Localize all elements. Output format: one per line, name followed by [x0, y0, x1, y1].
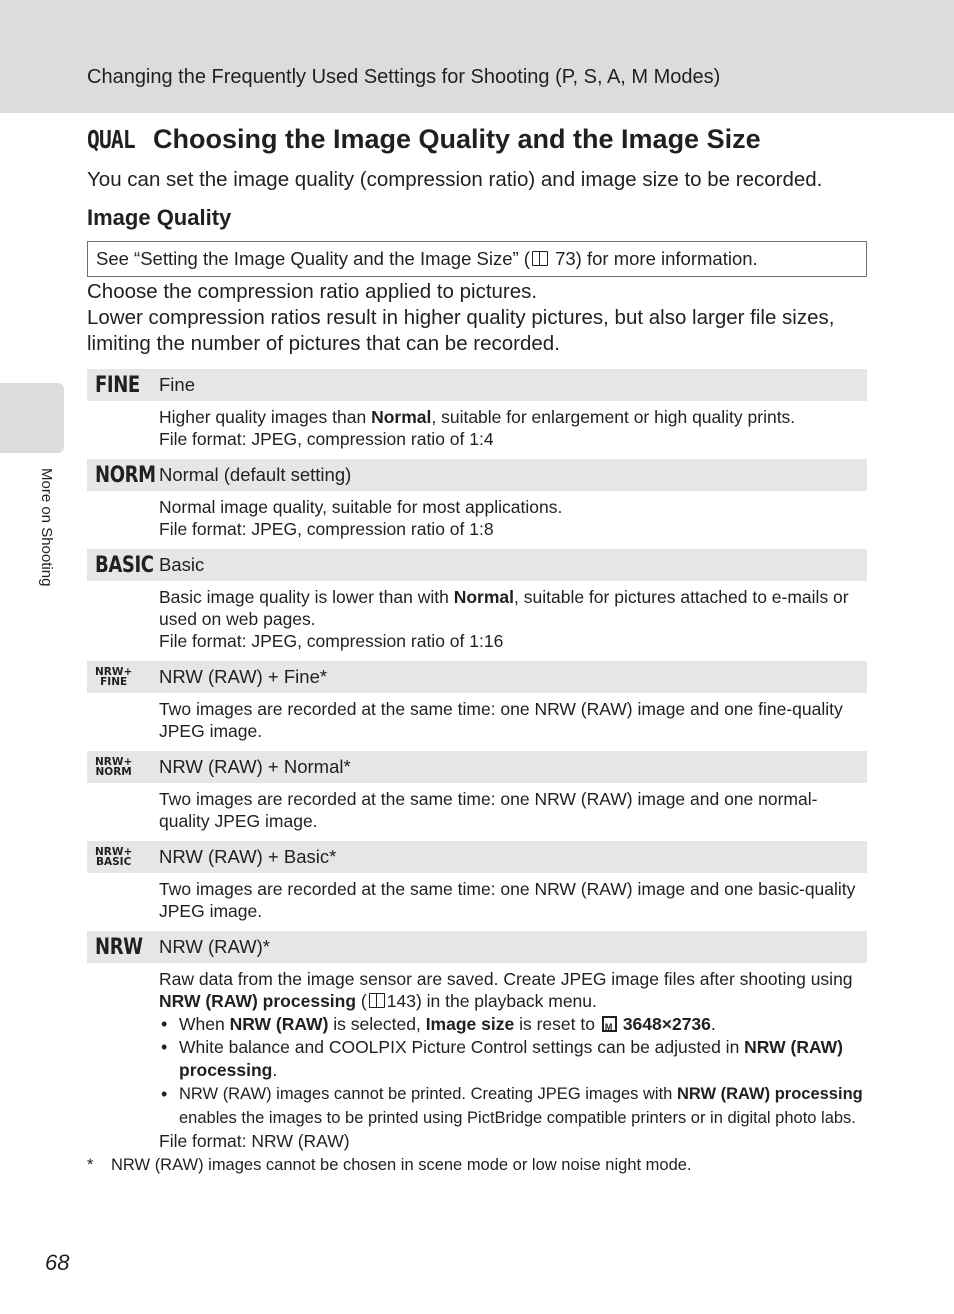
option-desc: Two images are recorded at the same time: one NRW (RAW) image and one normal-quality JPEG image. — [159, 789, 818, 831]
bullet-text: . — [272, 1060, 278, 1080]
bullet-text: NRW (RAW) images cannot be printed. Creating JPEG images with — [179, 1085, 677, 1103]
side-tab — [0, 383, 64, 453]
list-item — [159, 1082, 867, 1130]
icon-top-text: NRW+ — [95, 666, 133, 678]
nrw-norm-icon — [95, 751, 132, 783]
option-fine-header — [87, 369, 867, 401]
note-suffix: 73) for more information. — [549, 248, 758, 269]
footnote — [87, 1156, 692, 1175]
nrw-icon: NRW — [95, 934, 143, 960]
image-size-icon — [602, 1016, 617, 1032]
description-line-1: Choose the compression ratio applied to pictures. — [87, 280, 538, 303]
book-icon — [369, 993, 385, 1008]
option-raw-basic-body — [87, 873, 867, 931]
section-title-text: Choosing the Image Quality and the Image Size — [153, 124, 761, 154]
option-desc — [159, 968, 867, 1012]
desc-text: , suitable for pictures attached to e-mails or used on web pages. — [159, 587, 849, 629]
fine-icon: FINE — [95, 372, 140, 398]
header-band — [0, 0, 954, 113]
option-desc: Normal image quality, suitable for most applications. — [159, 497, 563, 517]
bullet-text: White balance and COOLPIX Picture Control settings can be adjusted in — [179, 1037, 745, 1057]
desc-text: , suitable for enlargement or high quality prints. — [431, 407, 796, 427]
basic-icon: BASIC — [95, 552, 154, 578]
option-format: File format: NRW (RAW) — [159, 1131, 350, 1151]
intro-text: You can set the image quality (compression ratio) and image size to be recorded. — [87, 168, 823, 191]
desc-bold: NRW (RAW) processing — [159, 991, 357, 1011]
option-raw-fine-body — [87, 693, 867, 751]
option-desc: Two images are recorded at the same time: one NRW (RAW) image and one basic-quality JPEG image. — [159, 879, 856, 921]
bullet-bold: Image size — [425, 1014, 515, 1034]
norm-icon: NORM — [95, 462, 156, 488]
option-format: File format: JPEG, compression ratio of 1:8 — [159, 519, 494, 539]
subsection-title: Image Quality — [87, 205, 232, 230]
qual-icon: QUAL — [87, 125, 135, 154]
side-tab-label: More on Shooting — [38, 468, 55, 587]
icon-top-text: NRW+ — [95, 846, 133, 858]
desc-text: ( — [356, 991, 367, 1011]
quality-options-table — [87, 369, 867, 1161]
desc-text: 143) in the playback menu. — [386, 991, 597, 1011]
book-icon — [532, 251, 548, 266]
bullet-bold: NRW (RAW) — [229, 1014, 329, 1034]
option-raw-normal-header — [87, 751, 867, 783]
option-label: Basic — [159, 554, 205, 575]
icon-top-text: NRW+ — [95, 756, 133, 768]
option-raw-basic-header — [87, 841, 867, 873]
description-line-2: Lower compression ratios result in higher quality pictures, but also larger file sizes, limiting the number of pictures that can be recorded. — [87, 306, 835, 355]
desc-bold: Normal — [453, 587, 515, 607]
icon-bottom-text: NORM — [95, 766, 132, 778]
icon-bottom-text: BASIC — [95, 856, 132, 868]
option-desc — [159, 406, 867, 428]
option-format: File format: JPEG, compression ratio of 1:16 — [159, 631, 504, 651]
bullet-text: is selected, — [328, 1014, 426, 1034]
option-raw-header — [87, 931, 867, 963]
bullet-bold: NRW (RAW) processing — [676, 1085, 863, 1103]
option-desc — [159, 586, 867, 630]
raw-notes-list — [159, 1013, 867, 1130]
option-normal-body — [87, 491, 867, 549]
option-normal-header — [87, 459, 867, 491]
option-label: NRW (RAW) + Normal* — [159, 756, 351, 777]
desc-text: Higher quality images than — [159, 407, 372, 427]
option-raw-normal-body — [87, 783, 867, 841]
option-label: Normal (default setting) — [159, 464, 352, 485]
footnote-text: NRW (RAW) images cannot be chosen in scene mode or low noise night mode. — [111, 1156, 692, 1174]
footnote-marker: * — [87, 1156, 94, 1174]
option-label: NRW (RAW)* — [159, 936, 270, 957]
list-item — [159, 1036, 867, 1082]
nrw-fine-icon — [95, 661, 132, 693]
option-label: Fine — [159, 374, 195, 395]
option-label: NRW (RAW) + Fine* — [159, 666, 328, 687]
option-basic-body — [87, 581, 867, 661]
bullet-text: enables the images to be printed using PictBridge compatible printers or in digital photo labs. — [179, 1109, 856, 1127]
bullet-bold: 3648×2736 — [622, 1014, 711, 1034]
bullet-text: When — [179, 1014, 230, 1034]
option-format: File format: JPEG, compression ratio of 1:4 — [159, 429, 494, 449]
desc-bold: Normal — [371, 407, 432, 427]
section-title — [87, 124, 761, 155]
reference-note — [87, 241, 867, 277]
option-raw-fine-header — [87, 661, 867, 693]
bullet-text: . — [710, 1014, 716, 1034]
option-raw-body — [87, 963, 867, 1161]
list-item — [159, 1013, 867, 1036]
option-desc: Two images are recorded at the same time: one NRW (RAW) image and one fine-quality JPEG image. — [159, 699, 843, 741]
option-label: NRW (RAW) + Basic* — [159, 846, 337, 867]
icon-bottom-text: FINE — [100, 676, 128, 688]
page-number: 68 — [45, 1250, 70, 1275]
chapter-header: Changing the Frequently Used Settings for Shooting (P, S, A, M Modes) — [87, 66, 721, 88]
option-fine-body — [87, 401, 867, 459]
desc-text: Raw data from the image sensor are saved. Create JPEG image files after shooting using — [159, 969, 853, 989]
bullet-bold: NRW (RAW) processing — [179, 1037, 843, 1080]
note-prefix: See “Setting the Image Quality and the Image Size” ( — [96, 248, 530, 269]
description — [87, 279, 867, 357]
desc-text: Basic image quality is lower than with — [159, 587, 454, 607]
nrw-basic-icon — [95, 841, 132, 873]
bullet-text: is reset to — [514, 1014, 600, 1034]
option-basic-header — [87, 549, 867, 581]
